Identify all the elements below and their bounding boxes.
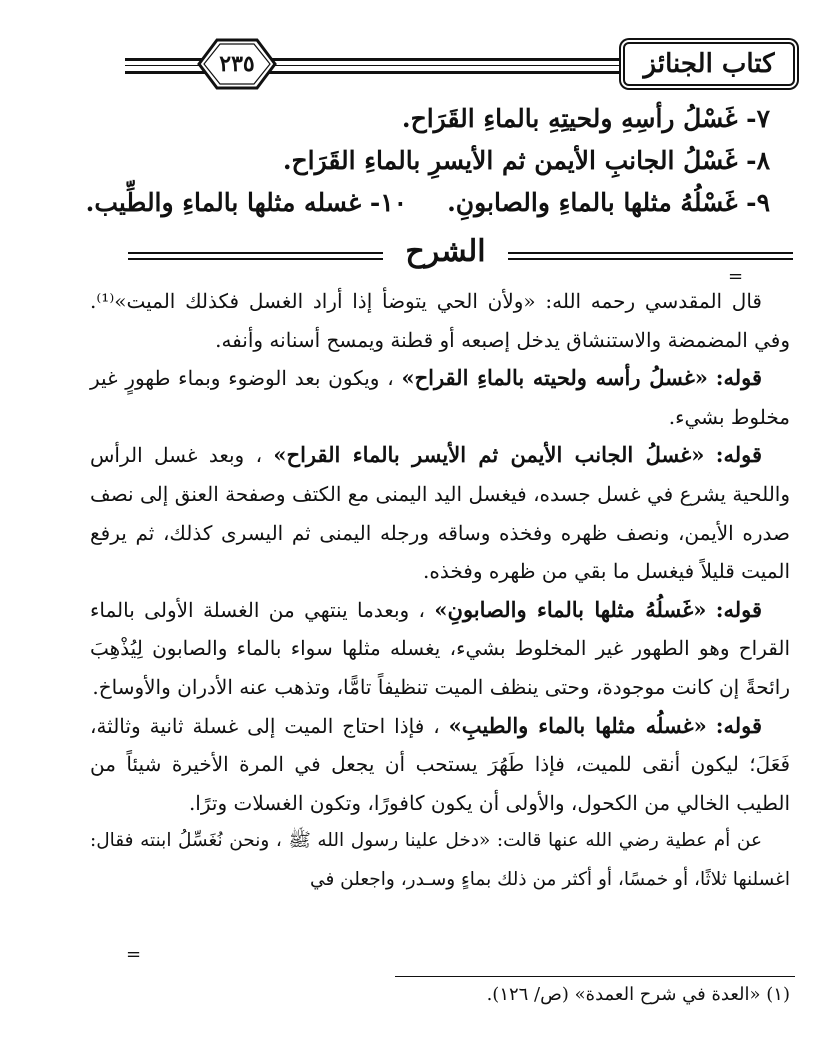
paragraph-label: قوله: <box>715 442 763 468</box>
margin-mark: = <box>728 266 744 287</box>
section-header <box>128 234 793 278</box>
list-item: ١٠- غسله مثلها بالماءِ والطِّيب. <box>85 188 408 217</box>
section-rule <box>508 252 793 254</box>
paragraph <box>90 591 790 707</box>
book-title: كتاب الجنائز <box>623 42 795 86</box>
page-header <box>125 38 795 98</box>
paragraph-text: ، ويكون بعد الوضوء وبماء طهورٍ غير مخلوط بشيء. <box>90 366 790 429</box>
footnote-rule <box>395 976 795 977</box>
paragraph-label: قوله: <box>715 365 762 391</box>
paragraph-text: ، فإذا احتاج الميت إلى غسلة ثانية وثالثة، فَعَلَ؛ ليكون أنقى للميت، فإذا طَهُرَ يستحب أن يجعل في المرة الأخيرة شيئاً من الطيب الخالي من الكحول، والأولى أن يكون كافورًا، وتكون الغسلات وترًا. <box>90 713 790 815</box>
footnote: (١) «العدة في شرح العمدة» (ص/ ١٢٦). <box>486 984 790 1005</box>
paragraph <box>90 359 790 436</box>
paragraph-label: قوله: <box>715 596 762 622</box>
section-rule <box>128 258 383 260</box>
paragraph-quote: «غسلُه مثلها بالماء والطيبِ» <box>448 712 707 738</box>
paragraph-text: قال المقدسي رحمه الله: «ولأن الحي يتوضأ إذا أراد الغسل فكذلك الميت»⁽¹⁾. وفي المضمضة والاستنشاق يدخل إصبعه أو قطنة ويمسح أسنانه وأنفه. <box>90 289 790 352</box>
list-item: ٨- غَسْلُ الجانبِ الأيمن ثم الأيسرِ بالماءِ القَرَاح. <box>282 146 770 175</box>
margin-mark: = <box>126 944 142 965</box>
section-title: الشرح <box>405 234 486 269</box>
section-rule <box>128 252 383 254</box>
paragraph-quote: «غَسلُهُ مثلها بالماء والصابونِ» <box>434 596 707 622</box>
paragraph-label: قوله: <box>715 712 762 738</box>
paragraph-quote: «غسلُ رأسه ولحيته بالماءِ القراح» <box>401 365 708 391</box>
paragraph <box>90 822 790 899</box>
commentary-body <box>90 282 790 900</box>
list-item: ٩- غَسْلُهُ مثلها بالماءِ والصابونِ. <box>447 188 770 217</box>
page-number-badge <box>189 36 285 92</box>
paragraph-text: عن أم عطية رضي الله عنها قالت: «دخل علينا رسول الله ﷺ ، ونحن نُغَسِّلُ ابنته فقال: اغسلنها ثلاثًا، أو خمسًا، أو أكثر من ذلك بماءٍ وسـدر، واجعلن في <box>90 830 790 890</box>
list-item-row <box>85 182 770 224</box>
page-number: ٢٣٥ <box>219 51 255 77</box>
list-item: ٧- غَسْلُ رأسِهِ ولحيتِهِ بالماءِ القَرَاح. <box>401 104 770 133</box>
paragraph <box>90 707 790 823</box>
paragraph-text: ، وبعد غسل الرأس واللحية يشرع في غسل جسده، فيغسل اليد اليمنى مع الكتف وصفحة العنق إلى نصف صدره الأيمن، ونصف ظهره وفخذه وساقه ورجله اليمنى ثم اليسرى كذلك، ثم يرفع الميت قليلاً فيغسل ما بقي من ظهره وفخذه. <box>90 443 790 584</box>
paragraph-text: ، وبعدما ينتهي من الغسلة الأولى بالماء القراح وهو الطهور غير المخلوط بشيء، يغسله مثلها سواء بالماء والصابون لِيُذْهِبَ رائحةً إن كانت موجودة، وحتى ينظف الميت تنظيفاً تامًّا، وتذهب عنه الأدران والأوساخ. <box>90 597 790 699</box>
paragraph <box>90 436 790 590</box>
section-rule <box>508 258 793 260</box>
paragraph <box>90 282 790 359</box>
items-list <box>85 98 770 224</box>
paragraph-quote: «غسلُ الجانب الأيمن ثم الأيسر بالماء القراح» <box>273 442 705 468</box>
